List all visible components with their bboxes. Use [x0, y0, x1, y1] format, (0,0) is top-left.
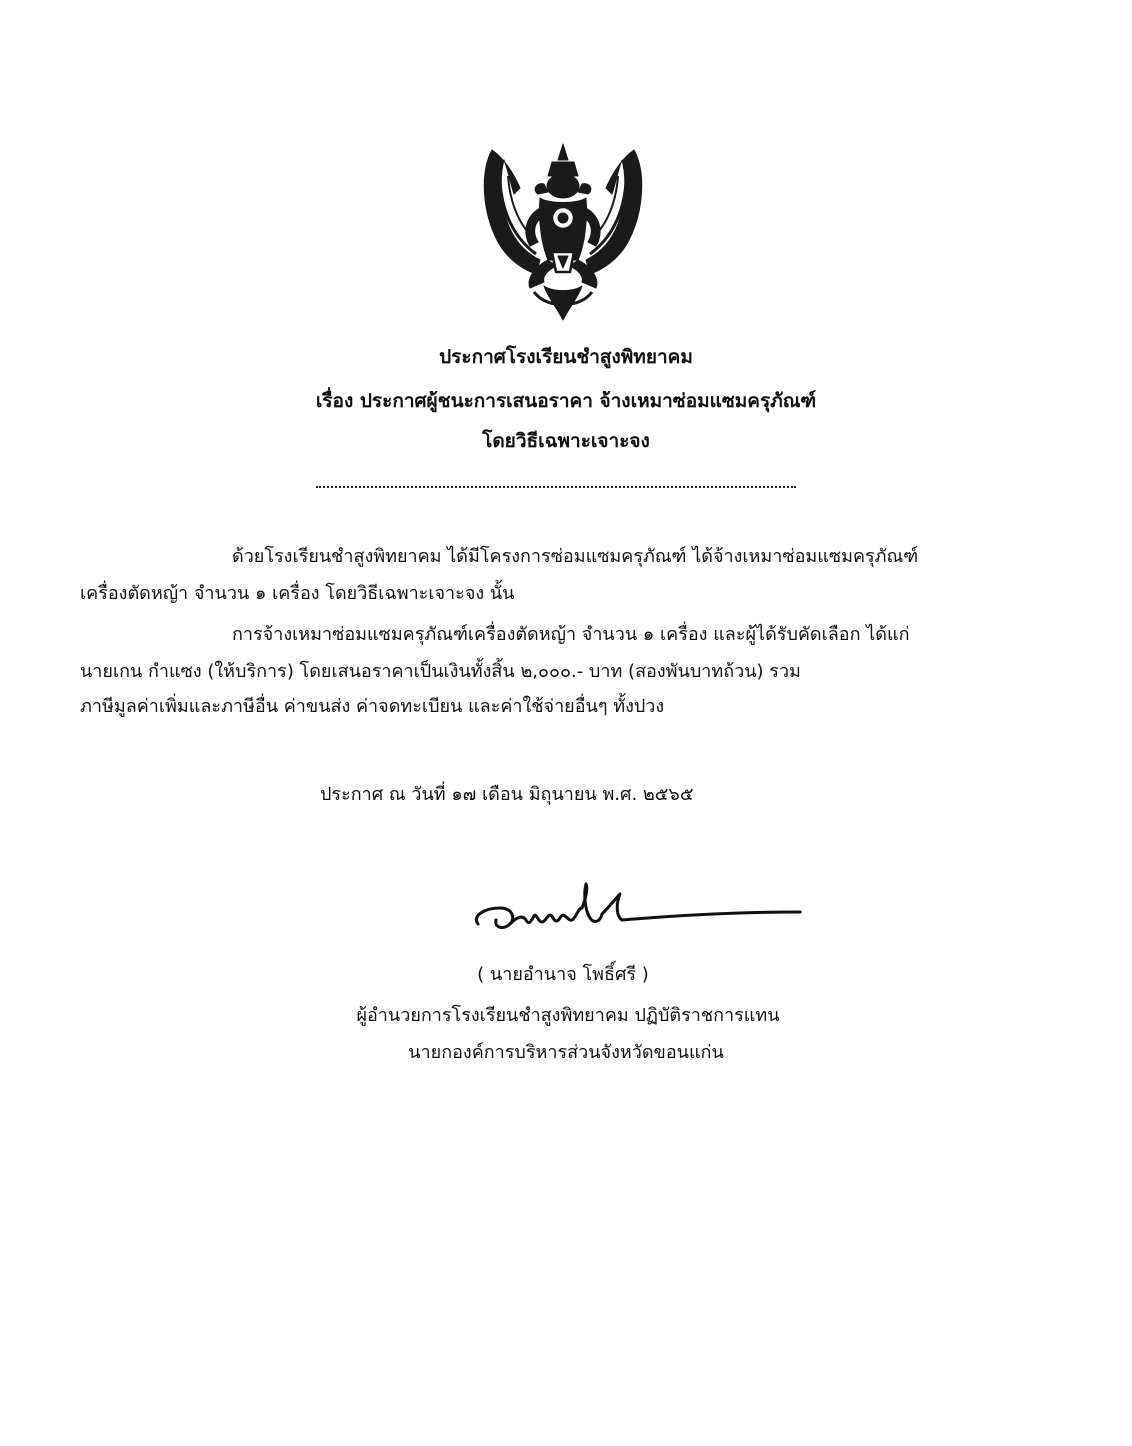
garuda-emblem-icon — [478, 142, 648, 322]
announcement-date: ประกาศ ณ วันที่ ๑๗ เดือน มิถุนายน พ.ศ. ๒๕๖๕ — [320, 784, 694, 805]
body-paragraph-1-line-1: ด้วยโรงเรียนชำสูงพิทยาคม ได้มีโครงการซ่อมแซมครุภัณฑ์ ได้จ้างเหมาซ่อมแซมครุภัณฑ์ — [232, 546, 919, 567]
body-paragraph-2-line-1: การจ้างเหมาซ่อมแซมครุภัณฑ์เครื่องตัดหญ้า จำนวน ๑ เครื่อง และผู้ได้รับคัดเลือก ได้แก่ — [232, 624, 910, 645]
body-paragraph-2-line-2: นายเกน กำแซง (ให้บริการ) โดยเสนอราคาเป็นเงินทั้งสิ้น ๒,๐๐๐.- บาท (สองพันบาทถ้วน) รวม — [80, 661, 801, 682]
signer-position: ผู้อำนวยการโรงเรียนชำสูงพิทยาคม ปฏิบัติราชการแทน — [356, 1005, 780, 1026]
body-paragraph-1-line-2: เครื่องตัดหญ้า จำนวน ๑ เครื่อง โดยวิธีเฉพาะเจาะจง นั้น — [80, 583, 515, 604]
signer-position-line-2: นายกองค์การบริหารส่วนจังหวัดขอนแก่น — [408, 1042, 724, 1063]
separator-dotted-line — [316, 486, 796, 488]
announcement-method: โดยวิธีเฉพาะเจาะจง — [482, 430, 650, 452]
signer-name: ( นายอำนาจ โพธิ์ศรี ) — [477, 964, 649, 985]
body-paragraph-2-line-3: ภาษีมูลค่าเพิ่มและภาษีอื่น ค่าขนส่ง ค่าจดทะเบียน และค่าใช้จ่ายอื่นๆ ทั้งปวง — [80, 696, 665, 717]
handwritten-signature — [470, 878, 805, 938]
announcement-subject: เรื่อง ประกาศผู้ชนะการเสนอราคา จ้างเหมาซ่อมแซมครุภัณฑ์ — [315, 390, 817, 412]
announcement-title: ประกาศโรงเรียนชำสูงพิทยาคม — [439, 346, 693, 368]
